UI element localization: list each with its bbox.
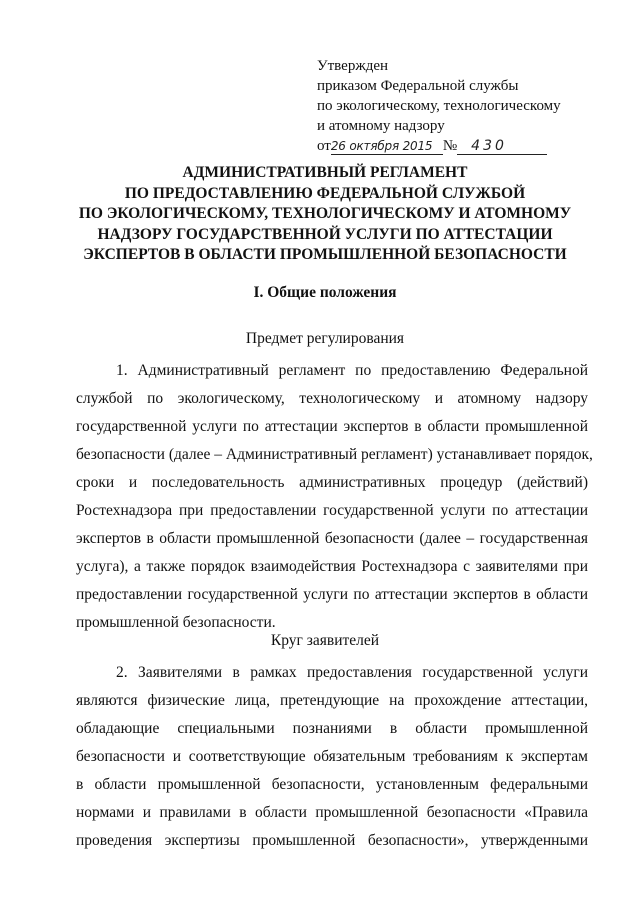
paragraph-line: являются физические лица, претендующие на прохождение аттестации, xyxy=(76,692,588,709)
approval-block xyxy=(317,56,617,156)
paragraph-line: в области промышленной безопасности, установленным федеральными xyxy=(76,776,588,793)
paragraph-line: безопасности (далее – Административный регламент) устанавливает порядок, xyxy=(76,446,593,463)
paragraph-line: проведения экспертизы промышленной безопасности», утвержденными xyxy=(76,832,588,849)
document-title xyxy=(60,163,590,266)
paragraph-line: обладающие специальными познаниями в области промышленной xyxy=(76,720,588,737)
approval-line: по экологическому, технологическому xyxy=(317,98,561,114)
from-prefix: от xyxy=(317,138,331,154)
paragraph-line: службой по экологическому, технологическому и атомному надзору xyxy=(76,390,588,407)
paragraph-line: 1. Административный регламент по предоставлению Федеральной xyxy=(116,362,588,379)
title-line: НАДЗОРУ ГОСУДАРСТВЕННОЙ УСЛУГИ ПО АТТЕСТАЦИИ xyxy=(97,225,553,243)
paragraph-line: нормами и правилами в области промышленной безопасности «Правила xyxy=(76,804,588,821)
paragraph-line: 2. Заявителями в рамках предоставления государственной услуги xyxy=(116,664,588,681)
handwritten-order-number: 430 xyxy=(457,139,547,155)
approval-line: Утвержден xyxy=(317,58,389,74)
approval-line: приказом Федеральной службы xyxy=(317,78,519,94)
paragraph-line: Ростехнадзора при предоставлении государственной услуги по аттестации xyxy=(76,502,588,519)
number-sign: № xyxy=(442,138,458,154)
paragraph-line: государственной услуги по аттестации экспертов в области промышленной xyxy=(76,418,588,435)
handwritten-date: 26 октября 2015 xyxy=(331,139,443,155)
paragraph-line: экспертов в области промышленной безопасности (далее – государственная xyxy=(76,530,588,547)
title-line: ПО ПРЕДОСТАВЛЕНИЮ ФЕДЕРАЛЬНОЙ СЛУЖБОЙ xyxy=(124,184,526,202)
title-line: ЭКСПЕРТОВ В ОБЛАСТИ ПРОМЫШЛЕННОЙ БЕЗОПАСНОСТИ xyxy=(83,246,567,263)
title-line: АДМИНИСТРАТИВНЫЙ РЕГЛАМЕНТ xyxy=(182,164,468,181)
approval-line: и атомному надзору xyxy=(317,118,445,134)
subheading-subject: Предмет регулирования xyxy=(245,330,405,347)
paragraph-line: промышленной безопасности. xyxy=(76,614,276,631)
order-date-number-line xyxy=(317,136,617,156)
paragraph-line: предоставлении государственной услуги по аттестации экспертов в области xyxy=(76,586,588,603)
paragraph-line: сроки и последовательность административных процедур (действий) xyxy=(76,474,588,491)
paragraph-line: безопасности и соответствующие обязательным требованиям к экспертам xyxy=(76,748,588,765)
title-line: ПО ЭКОЛОГИЧЕСКОМУ, ТЕХНОЛОГИЧЕСКОМУ И АТОМНОМУ xyxy=(78,205,572,222)
paragraph-line: услуга), а также порядок взаимодействия Ростехнадзора с заявителями при xyxy=(76,558,588,575)
subheading-applicants: Круг заявителей xyxy=(270,632,380,649)
section-heading: I. Общие положения xyxy=(253,284,397,301)
